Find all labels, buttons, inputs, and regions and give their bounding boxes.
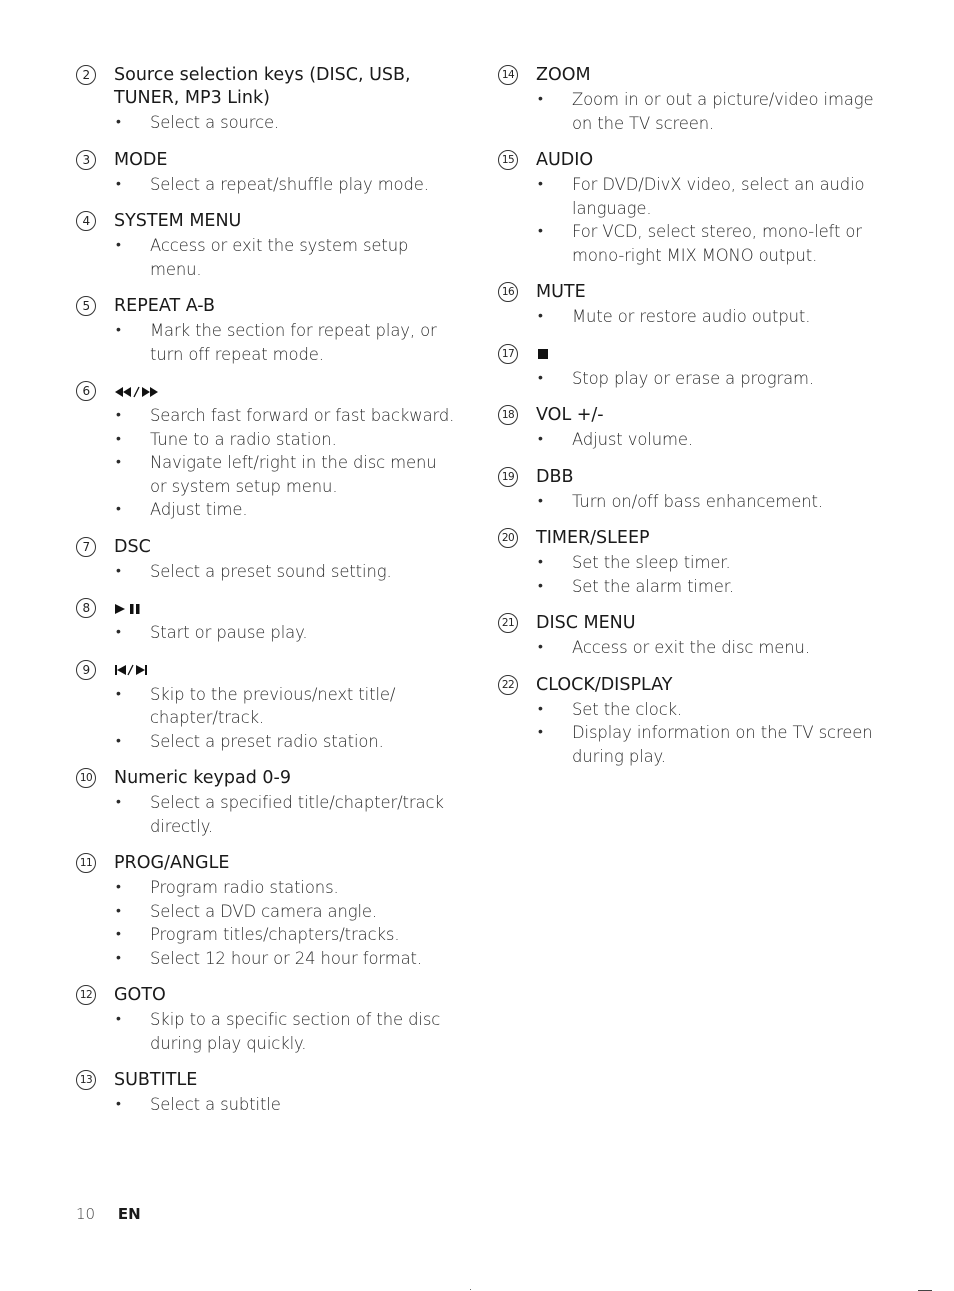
control-number-badge: 10 bbox=[76, 768, 96, 788]
description-item: • For VCD, select stereo, mono-left or mono-right MIX MONO output. bbox=[498, 220, 878, 267]
control-heading bbox=[498, 404, 878, 427]
control-title: TIMER/SLEEP bbox=[536, 528, 650, 548]
description-item: • Select a preset radio station. bbox=[76, 730, 456, 754]
description-item: • Program titles/chapters/tracks. bbox=[76, 923, 456, 947]
control-title: REPEAT A-B bbox=[114, 296, 215, 316]
control-heading bbox=[76, 380, 456, 403]
control-description-list bbox=[498, 490, 878, 514]
control-entry bbox=[76, 536, 456, 584]
control-entry bbox=[76, 852, 456, 970]
control-title: AUDIO bbox=[536, 150, 594, 170]
control-entry bbox=[76, 1069, 456, 1117]
description-item: • Set the clock. bbox=[498, 698, 878, 722]
control-entry bbox=[76, 210, 456, 281]
description-item: • Select a preset sound setting. bbox=[76, 560, 456, 584]
control-title: SUBTITLE bbox=[114, 1070, 198, 1090]
description-item: • Mark the section for repeat play, or turn off repeat mode. bbox=[76, 319, 456, 366]
description-item: • Turn on/off bass enhancement. bbox=[498, 490, 878, 514]
control-entry bbox=[76, 984, 456, 1055]
control-number-badge: 17 bbox=[498, 344, 518, 364]
description-item: • Select a repeat/shuffle play mode. bbox=[76, 173, 456, 197]
control-title: MODE bbox=[114, 149, 168, 170]
control-number-badge: 14 bbox=[498, 65, 518, 85]
control-heading bbox=[498, 343, 878, 366]
control-title: CLOCK/DISPLAY bbox=[536, 674, 673, 695]
control-heading bbox=[498, 612, 878, 635]
control-entry bbox=[76, 767, 456, 838]
control-heading bbox=[76, 659, 456, 682]
control-description-list bbox=[76, 560, 456, 584]
control-description-list bbox=[76, 234, 456, 281]
control-heading bbox=[76, 597, 456, 620]
control-number-badge: 9 bbox=[76, 660, 96, 680]
control-description-list bbox=[498, 636, 878, 660]
page-number: 10 bbox=[76, 1205, 96, 1223]
control-entry bbox=[498, 404, 878, 452]
control-entry bbox=[76, 295, 456, 366]
control-description-list bbox=[498, 698, 878, 769]
control-heading bbox=[76, 1069, 456, 1092]
description-item: • Zoom in or out a picture/video image on the TV screen. bbox=[498, 88, 878, 135]
control-number-badge: 21 bbox=[498, 613, 518, 633]
control-description-list bbox=[498, 367, 878, 391]
control-heading bbox=[498, 527, 878, 550]
description-item: • Start or pause play. bbox=[76, 621, 456, 645]
control-description-list bbox=[76, 404, 456, 522]
description-item: • Skip to the previous/next title/ chapter/track. bbox=[76, 683, 456, 730]
control-entry bbox=[498, 466, 878, 514]
control-number-badge: 7 bbox=[76, 537, 96, 557]
control-title: Numeric keypad 0-9 bbox=[114, 768, 291, 788]
control-title: SYSTEM MENU bbox=[114, 211, 242, 231]
control-description-list bbox=[498, 305, 878, 329]
control-heading bbox=[498, 149, 878, 172]
control-entry bbox=[76, 659, 456, 754]
control-heading bbox=[76, 210, 456, 233]
control-number-badge: 13 bbox=[76, 1070, 96, 1090]
description-item: • Adjust volume. bbox=[498, 428, 878, 452]
rewind-fast-forward-icon bbox=[114, 380, 162, 403]
control-description-list bbox=[498, 173, 878, 267]
control-description-list bbox=[76, 319, 456, 366]
description-item: • Select a DVD camera angle. bbox=[76, 900, 456, 924]
control-description-list bbox=[76, 111, 456, 135]
play-pause-icon bbox=[114, 597, 144, 620]
control-entry bbox=[76, 380, 456, 522]
control-heading bbox=[76, 767, 456, 790]
control-number-badge: 4 bbox=[76, 211, 96, 231]
page-footer bbox=[76, 1205, 141, 1223]
left-column bbox=[76, 64, 456, 1131]
control-number-badge: 3 bbox=[76, 150, 96, 170]
control-entry bbox=[76, 64, 456, 135]
control-heading bbox=[498, 64, 878, 87]
description-item: • Access or exit the system setup menu. bbox=[76, 234, 456, 281]
control-description-list bbox=[76, 1008, 456, 1055]
control-entry bbox=[76, 597, 456, 645]
control-heading bbox=[76, 295, 456, 318]
control-entry bbox=[498, 527, 878, 598]
control-entry bbox=[498, 612, 878, 660]
control-heading bbox=[76, 64, 456, 110]
control-description-list bbox=[498, 551, 878, 598]
control-number-badge: 12 bbox=[76, 985, 96, 1005]
control-heading bbox=[76, 984, 456, 1007]
stop-icon bbox=[536, 343, 550, 366]
description-item: • Skip to a specific section of the disc during play quickly. bbox=[76, 1008, 456, 1055]
control-description-list bbox=[76, 791, 456, 838]
control-description-list bbox=[76, 876, 456, 970]
control-entry bbox=[498, 281, 878, 329]
control-heading bbox=[498, 674, 878, 697]
control-number-badge: 22 bbox=[498, 675, 518, 695]
control-title: PROG/ANGLE bbox=[114, 853, 230, 873]
control-heading bbox=[76, 149, 456, 172]
description-item: • Tune to a radio station. bbox=[76, 428, 456, 452]
control-title: GOTO bbox=[114, 985, 166, 1005]
right-column bbox=[498, 64, 878, 782]
control-entry bbox=[76, 149, 456, 197]
control-heading bbox=[498, 281, 878, 304]
description-item: • Display information on the TV screen during play. bbox=[498, 721, 878, 768]
control-description-list bbox=[498, 88, 878, 135]
description-item: • Mute or restore audio output. bbox=[498, 305, 878, 329]
control-title: DISC MENU bbox=[536, 613, 636, 633]
description-item: • Search fast forward or fast backward. bbox=[76, 404, 456, 428]
control-heading bbox=[498, 466, 878, 489]
control-number-badge: 8 bbox=[76, 598, 96, 618]
control-number-badge: 19 bbox=[498, 467, 518, 487]
description-item: • Stop play or erase a program. bbox=[498, 367, 878, 391]
control-entry bbox=[498, 64, 878, 135]
description-item: • Program radio stations. bbox=[76, 876, 456, 900]
previous-next-icon bbox=[114, 659, 150, 682]
control-number-badge: 5 bbox=[76, 296, 96, 316]
control-number-badge: 11 bbox=[76, 853, 96, 873]
description-item: • Select a specified title/chapter/track directly. bbox=[76, 791, 456, 838]
print-mark bbox=[470, 1289, 471, 1290]
description-item: • For DVD/DivX video, select an audio language. bbox=[498, 173, 878, 220]
description-item: • Select a subtitle bbox=[76, 1093, 456, 1117]
control-number-badge: 6 bbox=[76, 381, 96, 401]
control-entry bbox=[498, 674, 878, 769]
description-item: • Select 12 hour or 24 hour format. bbox=[76, 947, 456, 971]
control-description-list bbox=[76, 621, 456, 645]
description-item: • Select a source. bbox=[76, 111, 456, 135]
control-title: DBB bbox=[536, 466, 574, 487]
description-item: • Set the sleep timer. bbox=[498, 551, 878, 575]
control-description-list bbox=[76, 683, 456, 754]
language-code: EN bbox=[117, 1205, 141, 1223]
control-title: MUTE bbox=[536, 282, 586, 302]
control-entry bbox=[498, 343, 878, 391]
control-number-badge: 2 bbox=[76, 65, 96, 85]
description-item: • Navigate left/right in the disc menu or system setup menu. bbox=[76, 451, 456, 498]
description-item: • Set the alarm timer. bbox=[498, 575, 878, 599]
control-number-badge: 15 bbox=[498, 150, 518, 170]
description-item: • Adjust time. bbox=[76, 498, 456, 522]
control-number-badge: 18 bbox=[498, 405, 518, 425]
control-title: VOL +/- bbox=[536, 405, 604, 425]
control-number-badge: 20 bbox=[498, 528, 518, 548]
control-number-badge: 16 bbox=[498, 282, 518, 302]
control-heading bbox=[76, 852, 456, 875]
control-description-list bbox=[76, 1093, 456, 1117]
control-title: DSC bbox=[114, 536, 151, 557]
description-item: • Access or exit the disc menu. bbox=[498, 636, 878, 660]
control-description-list bbox=[76, 173, 456, 197]
control-heading bbox=[76, 536, 456, 559]
control-entry bbox=[498, 149, 878, 267]
control-title: ZOOM bbox=[536, 65, 591, 85]
control-title: Source selection keys (DISC, USB, TUNER, MP3 Link) bbox=[114, 65, 411, 108]
control-description-list bbox=[498, 428, 878, 452]
